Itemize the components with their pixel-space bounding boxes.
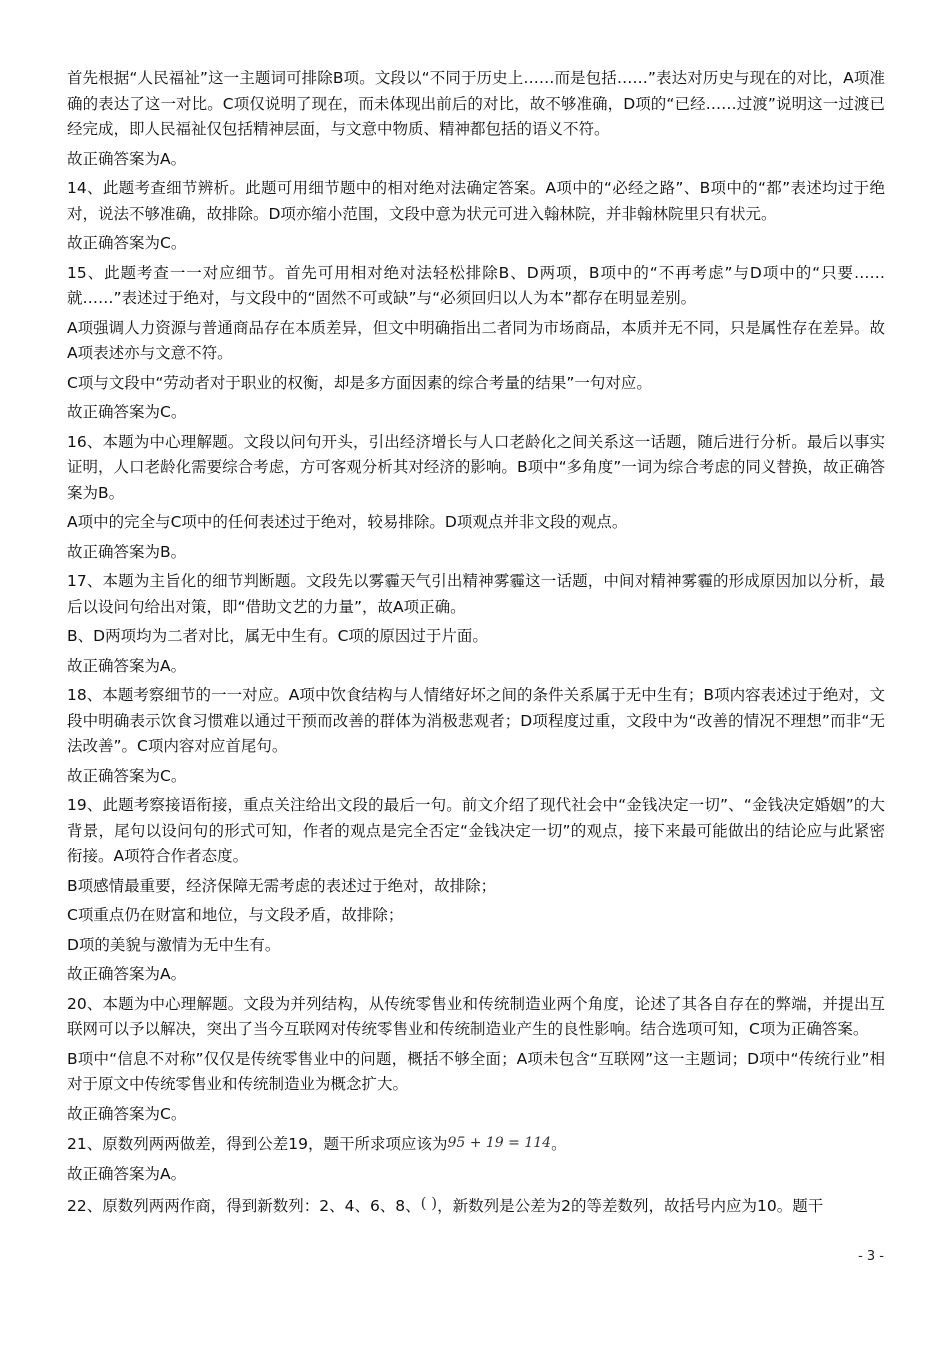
paragraph-20: 20、本题为中心理解题。文段为并列结构，从传统零售业和传统制造业两个角度，论述了其各自存在的弊端，并提出互联网可以予以解决，突出了当今互联网对传统零售业和传统制造业产生的良性影响。结合选项可知，C项为正确答案。 bbox=[67, 994, 885, 1038]
page-number: - 3 - bbox=[858, 1249, 884, 1264]
paragraph-19: 19、此题考察接语衔接，重点关注给出文段的最后一句。前文介绍了现代社会中“金钱决定一切”、“金钱决定婚姻”的大背景，尾句以设问句的形式可知，作者的观点是完全否定“金钱决定一切”的观点，接下来最可能做出的结论应与此紧密衔接。A项符合作者态度。 bbox=[67, 796, 885, 865]
paragraph-17-options: B、D两项均为二者对比，属无中生有。C项的原因过于片面。 bbox=[67, 627, 488, 645]
paragraph-16-options: A项中的完全与C项中的任何表述过于绝对，较易排除。D项观点并非文段的观点。 bbox=[67, 513, 628, 531]
answer-20: 故正确答案为C。 bbox=[67, 1104, 187, 1123]
answer-13: 故正确答案为A。 bbox=[67, 149, 187, 168]
paragraph-22 bbox=[67, 1191, 885, 1220]
page-content bbox=[67, 66, 885, 1224]
paragraph-20-options: B项中“信息不对称”仅仅是传统零售业中的问题，概括不够全面；A项未包含“互联网”这一主题词；D项中“传统行业”相对于原文中传统零售业和传统制造业为概念扩大。 bbox=[67, 1049, 885, 1093]
blank-parenthesis: ( ) bbox=[420, 1194, 438, 1212]
paragraph-22-suffix: ，新数列是公差为2的等差数列，故括号内应为10。题干 bbox=[437, 1197, 824, 1215]
answer-14: 故正确答案为C。 bbox=[67, 234, 187, 252]
paragraph-15-option-c: C项与文段中“劳动者对于职业的权衡，却是多方面因素的综合考量的结果”一句对应。 bbox=[67, 373, 652, 392]
answer-17: 故正确答案为A。 bbox=[67, 656, 187, 675]
paragraph-14: 14、此题考查细节辨析。此题可用细节题中的相对绝对法确定答案。A项中的“必经之路”、B项中的“都”表述均过于绝对，说法不够准确，故排除。D项亦缩小范围，文段中意为状元可进入翰林院，并非翰林院里只有状元。 bbox=[67, 179, 885, 223]
paragraph-21-prefix: 21、原数列两两做差，得到公差19，题干所求项应该为 bbox=[67, 1135, 448, 1153]
paragraph-19-option-d: D项的美貌与激情为无中生有。 bbox=[67, 935, 281, 954]
paragraph-19-option-c: C项重点仍在财富和地位，与文段矛盾，故排除； bbox=[67, 906, 404, 924]
paragraph-19-option-b: B项感情最重要，经济保障无需考虑的表述过于绝对，故排除； bbox=[67, 876, 497, 895]
answer-18: 故正确答案为C。 bbox=[67, 766, 187, 785]
paragraph-15: 15、此题考查一一对应细节。首先可用相对绝对法轻松排除B、D两项，B项中的“不再考虑”与D项中的“只要……就……”表述过于绝对，与文段中的“固然不可或缺”与“必须回归以人为本”都存在明显差别。 bbox=[67, 263, 885, 307]
paragraph-21-suffix: 。 bbox=[551, 1135, 567, 1153]
answer-21: 故正确答案为A。 bbox=[67, 1164, 187, 1183]
paragraph-17: 17、本题为主旨化的细节判断题。文段先以雾霾天气引出精神雾霾这一话题，中间对精神雾霾的形成原因加以分析，最后以设问句给出对策，即“借助文艺的力量”，故A项正确。 bbox=[67, 572, 885, 616]
paragraph-22-prefix: 22、原数列两两作商，得到新数列：2、4、6、8、 bbox=[67, 1197, 421, 1215]
answer-15: 故正确答案为C。 bbox=[67, 403, 187, 421]
formula-21: 95 + 19 = 114 bbox=[447, 1135, 552, 1151]
paragraph-13-analysis: 首先根据“人民福祉”这一主题词可排除B项。文段以“不同于历史上……而是包括……”表达对历史与现在的对比，A项准确的表达了这一对比。C项仅说明了现在，而未体现出前后的对比，故不够准确，D项的“已经……过渡”说明这一过渡已经完成，即人民福祉仅包括精神层面，与文意中物质、精神都包括的语义不符。 bbox=[67, 69, 885, 138]
paragraph-15-option-a: A项强调人力资源与普通商品存在本质差异，但文中明确指出二者同为市场商品，本质并无不同，只是属性存在差异。故A项表述亦与文意不符。 bbox=[67, 318, 885, 362]
answer-16: 故正确答案为B。 bbox=[67, 542, 187, 561]
answer-19: 故正确答案为A。 bbox=[67, 965, 187, 983]
paragraph-21 bbox=[67, 1131, 885, 1158]
paragraph-16: 16、本题为中心理解题。文段以问句开头，引出经济增长与人口老龄化之间关系这一话题，随后进行分析。最后以事实证明，人口老龄化需要综合考虑，方可客观分析其对经济的影响。B项中“多角度”一词为综合考虑的同义替换，故正确答案为B。 bbox=[67, 432, 885, 502]
paragraph-18: 18、本题考察细节的一一对应。A项中饮食结构与人情绪好坏之间的条件关系属于无中生有；B项内容表述过于绝对，文段中明确表示饮食习惯难以通过干预而改善的群体为消极悲观者；D项程度过重，文段中为“改善的情况不理想”而非“无法改善”。C项内容对应首尾句。 bbox=[67, 686, 885, 755]
